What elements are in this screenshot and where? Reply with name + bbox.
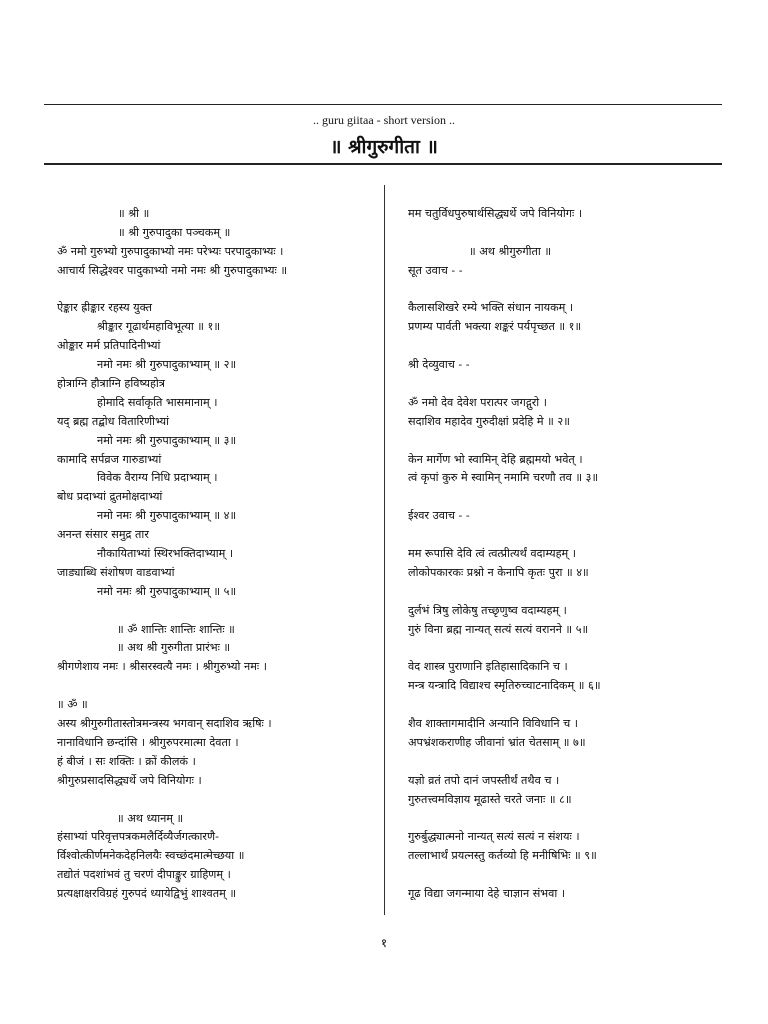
blank-line <box>408 810 738 829</box>
verse-line: ॥ ॐ ॥ <box>57 698 88 712</box>
verse-line: नमो नमः श्री गुरुपादुकाभ्याम् ॥ ४॥ <box>97 509 237 523</box>
verse-line: ॥ ॐ शान्तिः शान्तिः शान्तिः ॥ <box>117 622 235 636</box>
verse-line: श्रीगणेशाय नमः । श्रीसरस्वत्यै नमः । श्रीगुरुभ्यो नमः । <box>57 660 267 674</box>
verse-line: नानाविधानि छन्दांसि । श्रीगुरुपरमात्मा देवता । <box>57 735 239 749</box>
right-column <box>408 205 738 904</box>
verse-line: अस्य श्रीगुरुगीतास्तोत्रमन्त्रस्य भगवान् सदाशिव ऋषिः । <box>57 717 272 731</box>
verse-line: श्रीङ्कार गूढार्थमहाविभूत्या ॥ १॥ <box>97 320 221 334</box>
verse-line: नमो नमः श्री गुरुपादुकाभ्याम् ॥ ५॥ <box>97 584 237 598</box>
verse-line: ॥ अथ श्रीगुरुगीता ॥ <box>469 244 552 258</box>
blank-line <box>408 375 738 394</box>
verse-line: ऐङ्कार ह्रीङ्कार रहस्य युक्त <box>57 301 153 315</box>
verse-line: सदाशिव महादेव गुरुदीक्षां प्रदेहि मे ॥ २॥ <box>408 414 570 428</box>
verse-line: जाड्याब्धि संशोषण वाडवाभ्यां <box>57 565 175 579</box>
blank-line <box>408 583 738 602</box>
verse-line: र्विश्वोत्कीर्णमनेकदेहनिलयैः स्वच्छंदमात्मेच्छया ॥ <box>57 849 245 863</box>
verse-line: प्रणम्य पार्वती भक्त्या शङ्करं पर्यपृच्छत ॥ १॥ <box>408 320 582 334</box>
verse-line: गूढ विद्या जगन्माया देहे चाज्ञान संभवा । <box>408 887 566 901</box>
verse-line: होमादि सर्वाकृति भासमानाम् । <box>97 395 218 409</box>
verse-line: श्री देव्युवाच - - <box>408 358 470 372</box>
page-number: १ <box>380 936 388 950</box>
top-rule <box>44 104 722 105</box>
verse-line: शैव शाक्तागमादीनि अन्यानि विविधानि च । <box>408 717 579 731</box>
blank-line <box>408 224 738 243</box>
verse-line: ॥ अथ ध्यानम् ॥ <box>117 811 184 825</box>
verse-line: गुरुतत्त्वमविज्ञाय मूढास्ते चरते जनाः ॥ ८॥ <box>408 792 572 806</box>
verse-line: ईश्वर उवाच - - <box>408 509 470 523</box>
blank-line <box>408 488 738 507</box>
verse-line: वेद शास्त्र पुराणानि इतिहासादिकानि च । <box>408 660 568 674</box>
verse-line: लोकोपकारकः प्रश्नो न केनापि कृतः पुरा ॥ ४॥ <box>408 565 589 579</box>
verse-line: नमो नमः श्री गुरुपादुकाभ्याम् ॥ २॥ <box>97 358 237 372</box>
verse-line: आचार्य सिद्धेश्वर पादुकाभ्यो नमो नमः श्री गुरुपादुकाभ्यः ॥ <box>57 263 288 277</box>
verse-line: ॥ श्री गुरुपादुका पञ्चकम् ॥ <box>118 225 231 239</box>
verse-line: ओङ्कार मर्म प्रतिपादिनीभ्यां <box>57 339 161 353</box>
verse-line: अपभ्रंशकराणीह जीवानां भ्रांत चेतसाम् ॥ ७॥ <box>408 735 586 749</box>
verse-line: यद् ब्रह्म तद्बोध वितारिणीभ्यां <box>57 414 169 428</box>
verse-line: मम चतुर्विधपुरुषार्थसिद्ध्यर्थे जपे विनियोगः । <box>408 207 583 220</box>
blank-line <box>57 791 377 810</box>
blank-line <box>408 696 738 715</box>
title-rule <box>44 163 722 165</box>
verse-line: दुर्लभं त्रिषु लोकेषु तच्छृणुष्व वदाम्यहम् । <box>408 603 567 617</box>
verse-line: मन्त्र यन्त्रादि विद्याश्च स्मृतिरुच्चाटनादिकम् ॥ ६॥ <box>408 679 601 693</box>
blank-line <box>408 866 738 885</box>
verse-line: गुरुं विना ब्रह्म नान्यत् सत्यं सत्यं वरानने ॥ ५॥ <box>408 622 589 636</box>
verse-line: ॥ अथ श्री गुरुगीता प्रारंभः ॥ <box>117 641 231 655</box>
verse-line: कामादि सर्पव्रज गारुडाभ्यां <box>57 452 162 466</box>
verse-line: ॥ श्री ॥ <box>118 207 150 220</box>
verse-line: नौकायिताभ्यां स्थिरभक्तिदाभ्याम् । <box>97 547 234 561</box>
verse-line: केन मार्गेण भो स्वामिन् देहि ब्रह्ममयो भवेत् । <box>408 452 583 466</box>
verse-line: त्वं कृपां कुरु मे स्वामिन् नमामि चरणौ तव ॥ ३॥ <box>408 471 599 485</box>
document-title: ॥ श्रीगुरुगीता ॥ <box>330 136 438 158</box>
verse-line: तद्योतं पदशांभवं तु चरणं दीपाङ्कुर ग्राहिणम् । <box>57 868 231 882</box>
verse-line: होत्राग्नि हौत्राग्नि हविष्यहोत्र <box>57 377 165 391</box>
verse-line: अनन्त संसार समुद्र तार <box>57 528 149 542</box>
blank-line <box>408 639 738 658</box>
blank-line <box>408 281 738 300</box>
verse-line: यज्ञो व्रतं तपो दानं जपस्तीर्थं तथैव च । <box>408 773 560 787</box>
blank-line <box>408 753 738 772</box>
verse-line: प्रत्यक्षाक्षरविग्रहं गुरुपदं ध्यायेद्विभुं शाश्वतम् ॥ <box>57 887 237 901</box>
verse-line: नमो नमः श्री गुरुपादुकाभ्याम् ॥ ३॥ <box>97 433 237 447</box>
blank-line <box>408 337 738 356</box>
document-subtitle: .. guru giitaa - short version .. <box>313 113 455 127</box>
verse-line: ॐ नमो गुरुभ्यो गुरुपादुकाभ्यो नमः परेभ्यः परपादुकाभ्यः । <box>57 244 284 258</box>
verse-line: ॐ नमो देव देवेश परात्पर जगद्गुरो । <box>408 395 547 409</box>
verse-line: हंसाभ्यां परिवृत्तपत्रकमलैर्दिव्यैर्जगत्कारणै- <box>57 830 219 844</box>
verse-line: गुरुर्बुद्ध्यात्मनो नान्यत् सत्यं सत्यं न संशयः । <box>408 830 580 844</box>
verse-line: तल्लाभार्थं प्रयत्नस्तु कर्तव्यो हि मनीषिभिः ॥ ९॥ <box>408 849 597 863</box>
verse-line: श्रीगुरुप्रसादसिद्ध्यर्थे जपे विनियोगः । <box>57 773 202 787</box>
blank-line <box>57 602 377 621</box>
verse-line: कैलासशिखरे रम्ये भक्ति संधान नायकम् । <box>408 301 574 315</box>
blank-line <box>408 432 738 451</box>
verse-line: मम रूपासि देवि त्वं त्वत्प्रीत्यर्थं वदाम्यहम् । <box>408 547 576 561</box>
verse-line: विवेक वैराग्य निधि प्रदाभ्याम् । <box>97 471 218 485</box>
left-column <box>57 205 377 904</box>
verse-line: सूत उवाच - - <box>408 263 463 277</box>
verse-line: हं बीजं । सः शक्तिः । क्रों कीलकं । <box>57 754 196 768</box>
verse-line: बोध प्रदाभ्यां द्रुतमोक्षदाभ्यां <box>57 490 163 504</box>
blank-line <box>57 281 377 300</box>
column-divider <box>384 185 385 915</box>
blank-line <box>57 677 377 696</box>
blank-line <box>408 526 738 545</box>
